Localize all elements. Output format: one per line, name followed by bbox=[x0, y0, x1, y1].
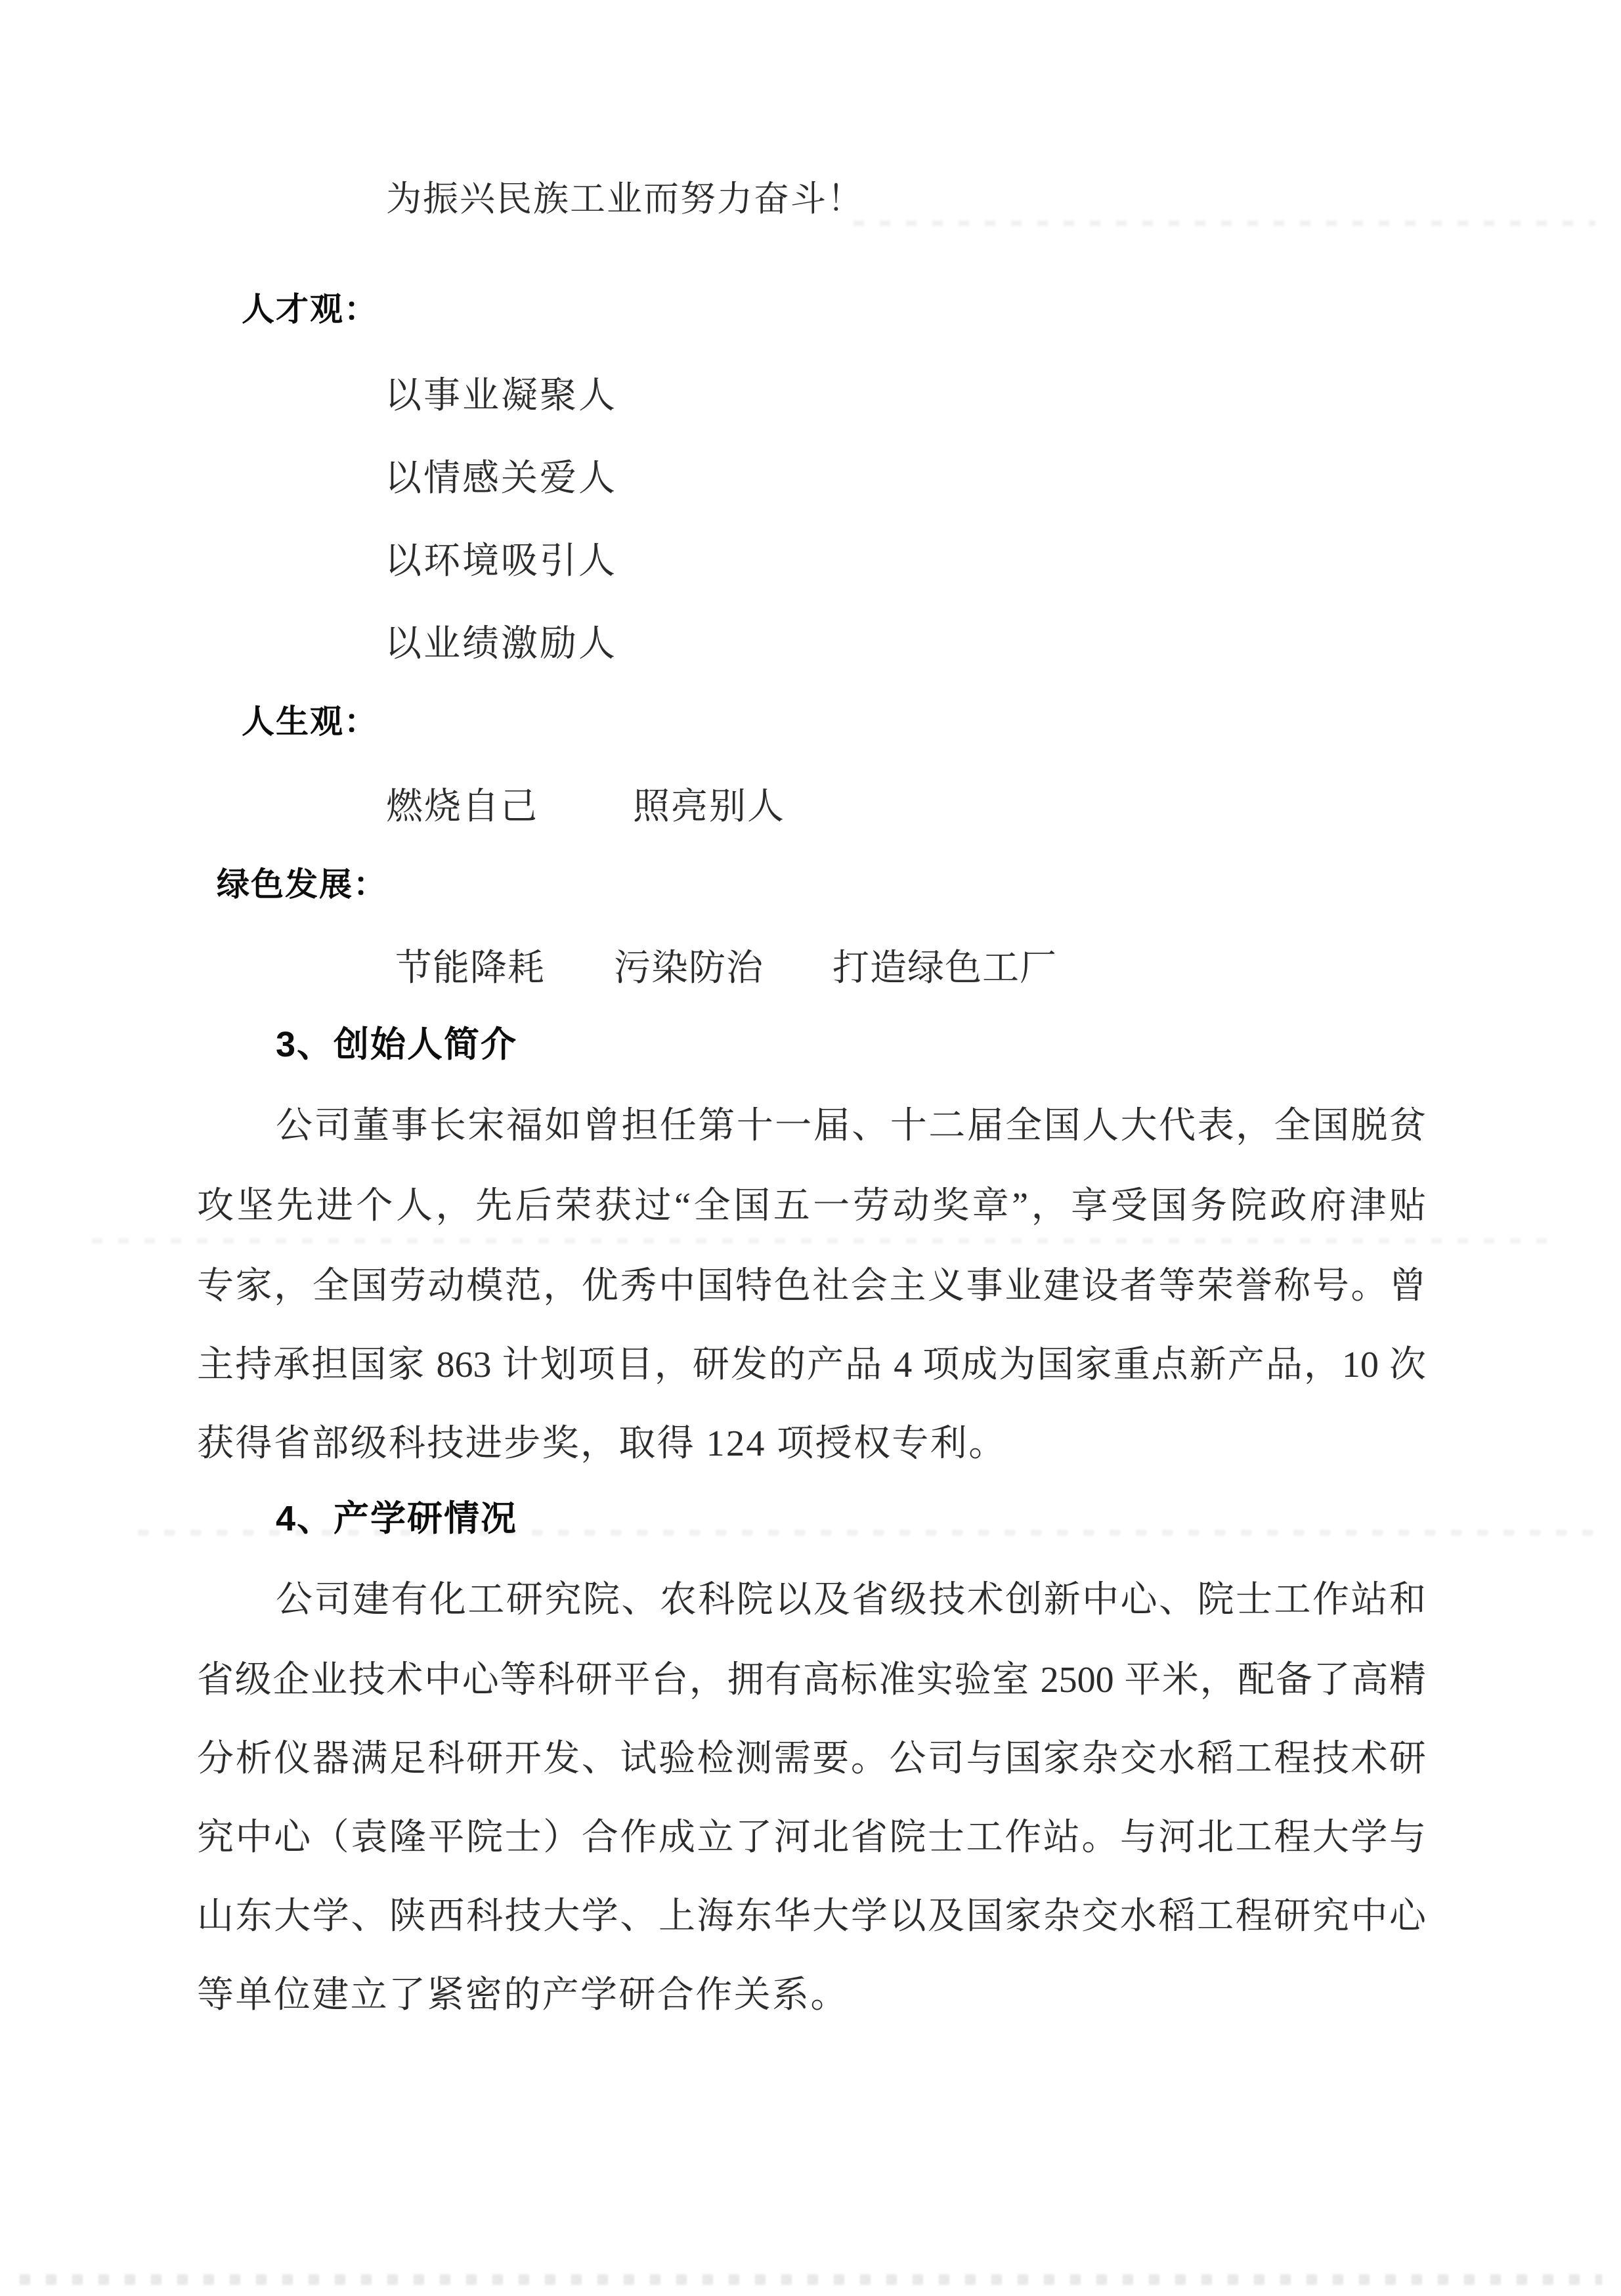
research-paragraph-line: 山东大学、陕西科技大学、上海东华大学以及国家杂交水稻工程研究中心 bbox=[197, 1896, 1426, 1937]
talent-value-item: 以环境吸引人 bbox=[385, 541, 617, 582]
life-value-items bbox=[386, 785, 785, 829]
section-3-founder-heading: 3、创始人简介 bbox=[276, 1025, 518, 1064]
research-paragraph-line: 等单位建立了紧密的产学研合作关系。 bbox=[197, 1975, 849, 2016]
scan-artifact bbox=[138, 1530, 1609, 1536]
scan-artifact bbox=[92, 1238, 1549, 1244]
research-paragraph-line: 究中心（袁隆平院士）合作成立了河北省院士工作站。与河北工程大学与 bbox=[197, 1817, 1426, 1858]
scan-artifact bbox=[20, 2274, 1602, 2285]
talent-value-item: 以情感关爱人 bbox=[385, 458, 617, 499]
life-value-item: 燃烧自己 bbox=[386, 787, 538, 827]
green-development-heading: 绿色发展： bbox=[217, 866, 387, 903]
scan-artifact bbox=[854, 221, 1595, 226]
research-paragraph-line: 省级企业技术中心等科研平台，拥有高标准实验室 2500 平米，配备了高精 bbox=[197, 1660, 1426, 1700]
life-values-heading: 人生观： bbox=[242, 703, 378, 740]
section-4-research-heading: 4、产学研情况 bbox=[276, 1499, 518, 1538]
talent-value-item: 以业绩激励人 bbox=[385, 624, 617, 664]
green-development-items bbox=[395, 947, 1057, 990]
life-value-item: 照亮别人 bbox=[633, 787, 785, 827]
talent-value-item: 以事业凝聚人 bbox=[385, 376, 617, 416]
green-development-item: 污染防治 bbox=[614, 948, 764, 989]
founder-paragraph-line: 公司董事长宋福如曾担任第十一届、十二届全国人大代表，全国脱贫 bbox=[276, 1106, 1426, 1146]
founder-paragraph-line: 攻坚先进个人，先后荣获过“全国五一劳动奖章”，享受国务院政府津贴 bbox=[197, 1186, 1426, 1226]
founder-paragraph-line: 主持承担国家 863 计划项目，研发的产品 4 项成为国家重点新产品，10 次 bbox=[197, 1345, 1426, 1385]
talent-values-heading: 人才观： bbox=[242, 291, 378, 328]
research-paragraph-line: 公司建有化工研究院、农科院以及省级技术创新中心、院士工作站和 bbox=[276, 1580, 1426, 1620]
founder-paragraph-line: 专家，全国劳动模范，优秀中国特色社会主义事业建设者等荣誉称号。曾 bbox=[197, 1266, 1426, 1307]
research-paragraph-line: 分析仪器满足科研开发、试验检测需要。公司与国家杂交水稻工程技术研 bbox=[197, 1739, 1426, 1779]
green-development-item: 打造绿色工厂 bbox=[832, 948, 1057, 989]
green-development-item: 节能降耗 bbox=[395, 948, 545, 989]
founder-paragraph-line: 获得省部级科技进步奖，取得 124 项授权专利。 bbox=[197, 1423, 1007, 1464]
motto-line: 为振兴民族工业而努力奋斗！ bbox=[386, 179, 864, 219]
